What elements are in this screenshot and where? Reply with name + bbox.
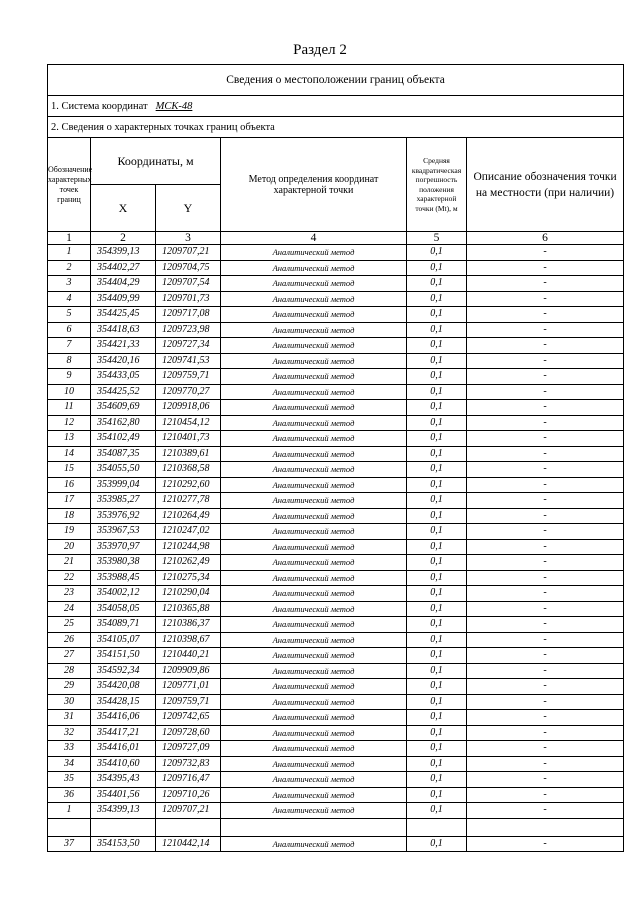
- y-coordinate: 1209704,75: [156, 260, 221, 276]
- point-number: 16: [48, 477, 91, 493]
- error-value: 0,1: [407, 632, 467, 648]
- method: Аналитический метод: [221, 400, 407, 416]
- y-coordinate: 1210386,37: [156, 617, 221, 633]
- description: -: [467, 493, 624, 509]
- y-coordinate: 1210247,02: [156, 524, 221, 540]
- method: Аналитический метод: [221, 276, 407, 292]
- error-value: 0,1: [407, 462, 467, 478]
- spacer-cell: [48, 818, 91, 836]
- error-value: 0,1: [407, 617, 467, 633]
- table-row: [48, 694, 624, 710]
- table-row: [48, 369, 624, 385]
- error-value: 0,1: [407, 508, 467, 524]
- table-row: [48, 384, 624, 400]
- y-coordinate: 1209727,34: [156, 338, 221, 354]
- y-coordinate: 1209717,08: [156, 307, 221, 323]
- y-coordinate: 1209771,01: [156, 679, 221, 695]
- table-row: [48, 756, 624, 772]
- method: Аналитический метод: [221, 493, 407, 509]
- y-coordinate: 1210368,58: [156, 462, 221, 478]
- x-coordinate: 354399,13: [91, 245, 156, 261]
- error-value: 0,1: [407, 322, 467, 338]
- table-row: [48, 725, 624, 741]
- description: -: [467, 431, 624, 447]
- point-number: 9: [48, 369, 91, 385]
- x-coordinate: 354421,33: [91, 338, 156, 354]
- spacer-cell: [156, 818, 221, 836]
- table-row: [48, 741, 624, 757]
- error-value: 0,1: [407, 291, 467, 307]
- y-coordinate: 1210440,21: [156, 648, 221, 664]
- col-coordinates: Координаты, м: [91, 138, 221, 185]
- point-number: 6: [48, 322, 91, 338]
- error-value: 0,1: [407, 307, 467, 323]
- method: Аналитический метод: [221, 539, 407, 555]
- y-coordinate: 1210290,04: [156, 586, 221, 602]
- method: Аналитический метод: [221, 787, 407, 803]
- table-row: [48, 679, 624, 695]
- description: -: [467, 322, 624, 338]
- x-coordinate: 354417,21: [91, 725, 156, 741]
- point-number: 28: [48, 663, 91, 679]
- x-coordinate: 354055,50: [91, 462, 156, 478]
- x-coordinate: 354058,05: [91, 601, 156, 617]
- description: -: [467, 570, 624, 586]
- method: Аналитический метод: [221, 353, 407, 369]
- point-number: 18: [48, 508, 91, 524]
- table-row: [48, 803, 624, 819]
- method: Аналитический метод: [221, 260, 407, 276]
- point-number: 32: [48, 725, 91, 741]
- error-value: 0,1: [407, 276, 467, 292]
- table-row: [48, 601, 624, 617]
- x-coordinate: 354409,99: [91, 291, 156, 307]
- error-value: 0,1: [407, 400, 467, 416]
- description: -: [467, 384, 624, 400]
- y-coordinate: 1209732,83: [156, 756, 221, 772]
- y-coordinate: 1210401,73: [156, 431, 221, 447]
- col-error: Средняя квадратическая погрешность положения характерной точки (Mt), м: [407, 138, 467, 232]
- x-coordinate: 354420,16: [91, 353, 156, 369]
- point-number: 7: [48, 338, 91, 354]
- table-row: [48, 462, 624, 478]
- method: Аналитический метод: [221, 431, 407, 447]
- y-coordinate: 1209770,27: [156, 384, 221, 400]
- point-number: 29: [48, 679, 91, 695]
- point-number: 27: [48, 648, 91, 664]
- description: -: [467, 524, 624, 540]
- description: -: [467, 477, 624, 493]
- point-number: 1: [48, 803, 91, 819]
- table-row: [48, 555, 624, 571]
- error-value: 0,1: [407, 539, 467, 555]
- x-coordinate: 354425,45: [91, 307, 156, 323]
- y-coordinate: 1209918,06: [156, 400, 221, 416]
- column-number: 1: [48, 232, 91, 245]
- method: Аналитический метод: [221, 632, 407, 648]
- error-value: 0,1: [407, 772, 467, 788]
- table-row: [48, 539, 624, 555]
- column-number: 5: [407, 232, 467, 245]
- description: -: [467, 741, 624, 757]
- point-number: 1: [48, 245, 91, 261]
- table-row: [48, 772, 624, 788]
- spacer-cell: [467, 818, 624, 836]
- x-coordinate: 354151,50: [91, 648, 156, 664]
- table-row: [48, 632, 624, 648]
- description: -: [467, 756, 624, 772]
- table-row: [48, 570, 624, 586]
- x-coordinate: 354087,35: [91, 446, 156, 462]
- table-row: [48, 353, 624, 369]
- error-value: 0,1: [407, 477, 467, 493]
- table-row: [48, 524, 624, 540]
- method: Аналитический метод: [221, 508, 407, 524]
- table-row: [48, 787, 624, 803]
- description: -: [467, 617, 624, 633]
- description: -: [467, 369, 624, 385]
- error-value: 0,1: [407, 586, 467, 602]
- column-number: 6: [467, 232, 624, 245]
- error-value: 0,1: [407, 601, 467, 617]
- point-number: 10: [48, 384, 91, 400]
- method: Аналитический метод: [221, 555, 407, 571]
- method: Аналитический метод: [221, 710, 407, 726]
- point-number: 21: [48, 555, 91, 571]
- description: -: [467, 446, 624, 462]
- table-row: [48, 431, 624, 447]
- error-value: 0,1: [407, 524, 467, 540]
- error-value: 0,1: [407, 260, 467, 276]
- y-coordinate: 1209909,86: [156, 663, 221, 679]
- x-coordinate: 354425,52: [91, 384, 156, 400]
- table-row: [48, 836, 624, 852]
- method: Аналитический метод: [221, 679, 407, 695]
- x-coordinate: 354428,15: [91, 694, 156, 710]
- x-coordinate: 353985,27: [91, 493, 156, 509]
- x-coordinate: 354399,13: [91, 803, 156, 819]
- description: -: [467, 400, 624, 416]
- x-coordinate: 354420,08: [91, 679, 156, 695]
- method: Аналитический метод: [221, 307, 407, 323]
- column-number: 4: [221, 232, 407, 245]
- x-coordinate: 353988,45: [91, 570, 156, 586]
- x-coordinate: 354153,50: [91, 836, 156, 852]
- x-coordinate: 354105,07: [91, 632, 156, 648]
- method: Аналитический метод: [221, 338, 407, 354]
- x-coordinate: 354433,05: [91, 369, 156, 385]
- description: -: [467, 586, 624, 602]
- table-row: [48, 415, 624, 431]
- y-coordinate: 1209759,71: [156, 694, 221, 710]
- point-number: 8: [48, 353, 91, 369]
- point-number: 37: [48, 836, 91, 852]
- point-number: 22: [48, 570, 91, 586]
- table-title: Сведения о местоположении границ объекта: [48, 65, 624, 96]
- y-coordinate: 1210292,60: [156, 477, 221, 493]
- method: Аналитический метод: [221, 245, 407, 261]
- table-row: [48, 710, 624, 726]
- error-value: 0,1: [407, 803, 467, 819]
- y-coordinate: 1210398,67: [156, 632, 221, 648]
- description: -: [467, 725, 624, 741]
- error-value: 0,1: [407, 245, 467, 261]
- error-value: 0,1: [407, 725, 467, 741]
- point-number: 26: [48, 632, 91, 648]
- point-number: 20: [48, 539, 91, 555]
- method: Аналитический метод: [221, 477, 407, 493]
- x-coordinate: 354395,43: [91, 772, 156, 788]
- description: -: [467, 291, 624, 307]
- error-value: 0,1: [407, 338, 467, 354]
- table-row: [48, 663, 624, 679]
- error-value: 0,1: [407, 493, 467, 509]
- table-row: [48, 446, 624, 462]
- description: -: [467, 353, 624, 369]
- y-coordinate: 1209707,21: [156, 803, 221, 819]
- description: -: [467, 415, 624, 431]
- method: Аналитический метод: [221, 524, 407, 540]
- error-value: 0,1: [407, 836, 467, 852]
- error-value: 0,1: [407, 694, 467, 710]
- method: Аналитический метод: [221, 291, 407, 307]
- point-number: 24: [48, 601, 91, 617]
- error-value: 0,1: [407, 648, 467, 664]
- x-coordinate: 354410,60: [91, 756, 156, 772]
- boundary-table: [47, 64, 624, 852]
- error-value: 0,1: [407, 384, 467, 400]
- y-coordinate: 1210389,61: [156, 446, 221, 462]
- table-row: [48, 648, 624, 664]
- error-value: 0,1: [407, 787, 467, 803]
- error-value: 0,1: [407, 570, 467, 586]
- y-coordinate: 1210454,12: [156, 415, 221, 431]
- method: Аналитический метод: [221, 803, 407, 819]
- point-number: 15: [48, 462, 91, 478]
- x-coordinate: 354418,63: [91, 322, 156, 338]
- coord-system-label: 1. Система координат: [51, 100, 148, 112]
- x-coordinate: 354089,71: [91, 617, 156, 633]
- point-number: 13: [48, 431, 91, 447]
- method: Аналитический метод: [221, 415, 407, 431]
- y-coordinate: 1209707,54: [156, 276, 221, 292]
- y-coordinate: 1210244,98: [156, 539, 221, 555]
- y-coordinate: 1209701,73: [156, 291, 221, 307]
- y-coordinate: 1209707,21: [156, 245, 221, 261]
- method: Аналитический метод: [221, 384, 407, 400]
- description: -: [467, 632, 624, 648]
- point-number: 33: [48, 741, 91, 757]
- method: Аналитический метод: [221, 462, 407, 478]
- col-description: Описание обозначения точки на местности (при наличии): [467, 138, 624, 232]
- spacer-cell: [407, 818, 467, 836]
- x-coordinate: 353976,92: [91, 508, 156, 524]
- x-coordinate: 353970,97: [91, 539, 156, 555]
- description: -: [467, 276, 624, 292]
- y-coordinate: 1209727,09: [156, 741, 221, 757]
- error-value: 0,1: [407, 446, 467, 462]
- col-method: Метод определения координат характерной точки: [221, 138, 407, 232]
- method: Аналитический метод: [221, 617, 407, 633]
- point-number: 11: [48, 400, 91, 416]
- description: -: [467, 307, 624, 323]
- table-row: [48, 260, 624, 276]
- y-coordinate: 1210277,78: [156, 493, 221, 509]
- point-number: 36: [48, 787, 91, 803]
- point-number: 14: [48, 446, 91, 462]
- column-number: 3: [156, 232, 221, 245]
- spacer-cell: [221, 818, 407, 836]
- y-coordinate: 1210442,14: [156, 836, 221, 852]
- method: Аналитический метод: [221, 836, 407, 852]
- point-number: 3: [48, 276, 91, 292]
- description: -: [467, 787, 624, 803]
- method: Аналитический метод: [221, 322, 407, 338]
- method: Аналитический метод: [221, 725, 407, 741]
- description: -: [467, 260, 624, 276]
- error-value: 0,1: [407, 415, 467, 431]
- point-number: 4: [48, 291, 91, 307]
- coord-system-row: [48, 96, 624, 117]
- table-row: [48, 493, 624, 509]
- description: -: [467, 694, 624, 710]
- point-number: 31: [48, 710, 91, 726]
- description: -: [467, 663, 624, 679]
- description: -: [467, 245, 624, 261]
- error-value: 0,1: [407, 741, 467, 757]
- y-coordinate: 1209716,47: [156, 772, 221, 788]
- coord-system-value: МСК-48: [155, 100, 193, 112]
- point-number: 17: [48, 493, 91, 509]
- point-number: 12: [48, 415, 91, 431]
- x-coordinate: 354416,06: [91, 710, 156, 726]
- error-value: 0,1: [407, 679, 467, 695]
- error-value: 0,1: [407, 710, 467, 726]
- x-coordinate: 354402,27: [91, 260, 156, 276]
- spacer-cell: [91, 818, 156, 836]
- table-row: [48, 508, 624, 524]
- description: -: [467, 803, 624, 819]
- x-coordinate: 354416,01: [91, 741, 156, 757]
- error-value: 0,1: [407, 663, 467, 679]
- table-row: [48, 338, 624, 354]
- col-x: X: [91, 185, 156, 232]
- x-coordinate: 354002,12: [91, 586, 156, 602]
- x-coordinate: 354401,56: [91, 787, 156, 803]
- y-coordinate: 1209728,60: [156, 725, 221, 741]
- x-coordinate: 353980,38: [91, 555, 156, 571]
- table-row: [48, 276, 624, 292]
- error-value: 0,1: [407, 756, 467, 772]
- error-value: 0,1: [407, 555, 467, 571]
- description: -: [467, 601, 624, 617]
- description: -: [467, 679, 624, 695]
- table-row: [48, 307, 624, 323]
- method: Аналитический метод: [221, 694, 407, 710]
- y-coordinate: 1210262,49: [156, 555, 221, 571]
- description: -: [467, 508, 624, 524]
- y-coordinate: 1209741,53: [156, 353, 221, 369]
- column-number: 2: [91, 232, 156, 245]
- point-number: 23: [48, 586, 91, 602]
- point-number: 30: [48, 694, 91, 710]
- method: Аналитический метод: [221, 586, 407, 602]
- table-row: [48, 400, 624, 416]
- point-number: 5: [48, 307, 91, 323]
- points-heading: 2. Сведения о характерных точках границ объекта: [48, 117, 624, 138]
- description: -: [467, 555, 624, 571]
- error-value: 0,1: [407, 431, 467, 447]
- point-number: 35: [48, 772, 91, 788]
- x-coordinate: 354102,49: [91, 431, 156, 447]
- method: Аналитический метод: [221, 772, 407, 788]
- x-coordinate: 353999,04: [91, 477, 156, 493]
- table-row: [48, 586, 624, 602]
- y-coordinate: 1210365,88: [156, 601, 221, 617]
- method: Аналитический метод: [221, 648, 407, 664]
- x-coordinate: 354404,29: [91, 276, 156, 292]
- description: -: [467, 710, 624, 726]
- description: -: [467, 648, 624, 664]
- col-point-label: Обозначение характерных точек границ: [48, 138, 91, 232]
- error-value: 0,1: [407, 369, 467, 385]
- col-y: Y: [156, 185, 221, 232]
- x-coordinate: 354162,80: [91, 415, 156, 431]
- y-coordinate: 1209723,98: [156, 322, 221, 338]
- method: Аналитический метод: [221, 663, 407, 679]
- point-number: 19: [48, 524, 91, 540]
- x-coordinate: 353967,53: [91, 524, 156, 540]
- point-number: 2: [48, 260, 91, 276]
- description: -: [467, 338, 624, 354]
- method: Аналитический метод: [221, 369, 407, 385]
- description: -: [467, 772, 624, 788]
- table-row: [48, 322, 624, 338]
- description: -: [467, 462, 624, 478]
- point-number: 34: [48, 756, 91, 772]
- method: Аналитический метод: [221, 741, 407, 757]
- y-coordinate: 1209742,65: [156, 710, 221, 726]
- y-coordinate: 1209710,26: [156, 787, 221, 803]
- table-row: [48, 617, 624, 633]
- description: -: [467, 836, 624, 852]
- table-row: [48, 291, 624, 307]
- method: Аналитический метод: [221, 756, 407, 772]
- x-coordinate: 354609,69: [91, 400, 156, 416]
- method: Аналитический метод: [221, 601, 407, 617]
- method: Аналитический метод: [221, 446, 407, 462]
- y-coordinate: 1210275,34: [156, 570, 221, 586]
- x-coordinate: 354592,34: [91, 663, 156, 679]
- method: Аналитический метод: [221, 570, 407, 586]
- error-value: 0,1: [407, 353, 467, 369]
- y-coordinate: 1209759,71: [156, 369, 221, 385]
- table-row: [48, 477, 624, 493]
- column-numbers-row: [48, 232, 624, 245]
- description: -: [467, 539, 624, 555]
- point-number: 25: [48, 617, 91, 633]
- section-title: Раздел 2: [293, 42, 347, 58]
- table-row: [48, 245, 624, 261]
- spacer-row: [48, 818, 624, 836]
- y-coordinate: 1210264,49: [156, 508, 221, 524]
